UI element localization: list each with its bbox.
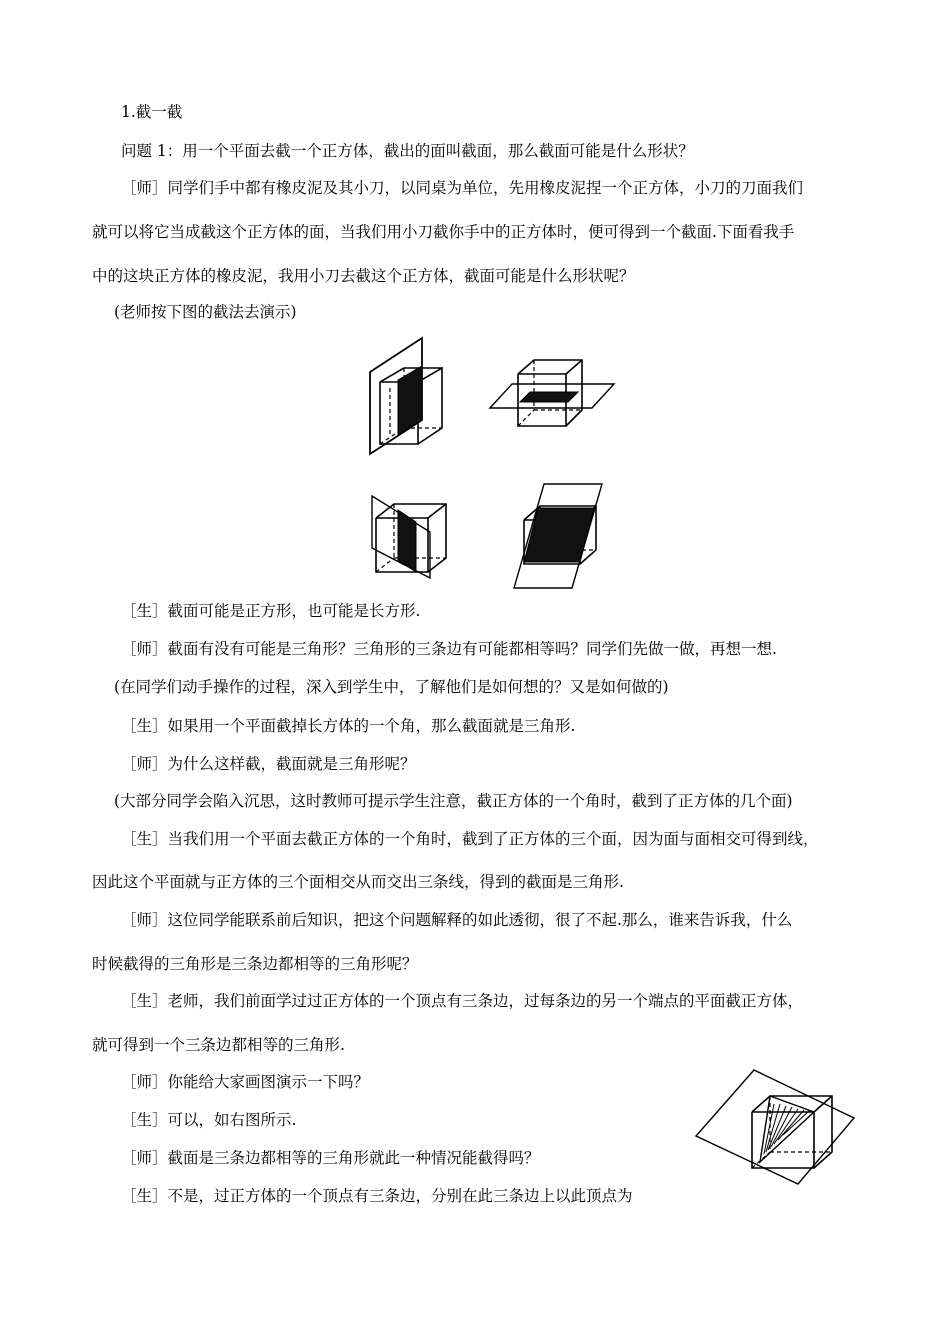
paragraph-line: ［师］截面是三条边都相等的三角形就此一种情况能截得吗？ xyxy=(121,1149,540,1167)
paragraph-line: ［生］当我们用一个平面去截正方体的一个角时，截到了正方体的三个面，因为面与面相交可得到线， xyxy=(121,830,819,848)
cube-cut-figure-4 xyxy=(510,480,606,592)
paragraph-line: ［师］你能给大家画图演示一下吗？ xyxy=(121,1073,370,1091)
cube-corner-cut-figure xyxy=(694,1066,858,1188)
cube-cut-figure-1 xyxy=(362,336,462,458)
paragraph-line: ［生］不是，过正方体的一个顶点有三条边，分别在此三条边上以此顶点为 xyxy=(121,1187,633,1205)
paragraph-line: 中的这块正方体的橡皮泥，我用小刀去截这个正方体，截面可能是什么形状呢？ xyxy=(92,267,635,285)
paragraph-line: ［生］如果用一个平面截掉长方体的一个角，那么截面就是三角形. xyxy=(121,717,576,735)
paragraph-line: ［师］为什么这样截，截面就是三角形呢？ xyxy=(121,755,416,773)
paragraph-line: ［生］可以，如右图所示. xyxy=(121,1111,297,1129)
paragraph-line: ［师］这位同学能联系前后知识，把这个问题解释的如此透彻，很了不起.那么，谁来告诉我，什么 xyxy=(121,911,793,929)
stage-note: (在同学们动手操作的过程，深入到学生中，了解他们是如何想的？又是如何做的) xyxy=(114,678,669,696)
paragraph-line: 就可得到一个三条边都相等的三角形. xyxy=(92,1036,345,1054)
paragraph-line: ［生］截面可能是正方形，也可能是长方形. xyxy=(121,602,421,620)
paragraph-line: ［生］老师，我们前面学过过正方体的一个顶点有三条边，过每条边的另一个端点的平面截正方体， xyxy=(121,992,804,1010)
stage-note: (老师按下图的截法去演示) xyxy=(114,303,297,321)
paragraph-line: ［师］同学们手中都有橡皮泥及其小刀，以同桌为单位，先用橡皮泥捏一个正方体，小刀的刀面我们 xyxy=(121,179,804,197)
paragraph-line: ［师］截面有没有可能是三角形？三角形的三条边有可能都相等吗？同学们先做一做，再想一想. xyxy=(121,640,777,658)
paragraph-line: 就可以将它当成截这个正方体的面，当我们用小刀截你手中的正方体时，便可得到一个截面.下面看我手 xyxy=(92,223,795,241)
stage-note: (大部分同学会陷入沉思，这时教师可提示学生注意，截正方体的一个角时，截到了正方体的几个面) xyxy=(114,792,793,810)
paragraph-line: 因此这个平面就与正方体的三个面相交从而交出三条线，得到的截面是三角形. xyxy=(92,873,624,891)
paragraph-line: 时候截得的三角形是三条边都相等的三角形呢？ xyxy=(92,955,418,973)
cube-cut-figure-2 xyxy=(486,352,618,434)
section-heading: 1.截一截 xyxy=(121,103,183,121)
cube-cut-figure-3 xyxy=(368,490,452,580)
question-1: 问题 1：用一个平面去截一个正方体，截出的面叫截面，那么截面可能是什么形状？ xyxy=(121,142,694,160)
